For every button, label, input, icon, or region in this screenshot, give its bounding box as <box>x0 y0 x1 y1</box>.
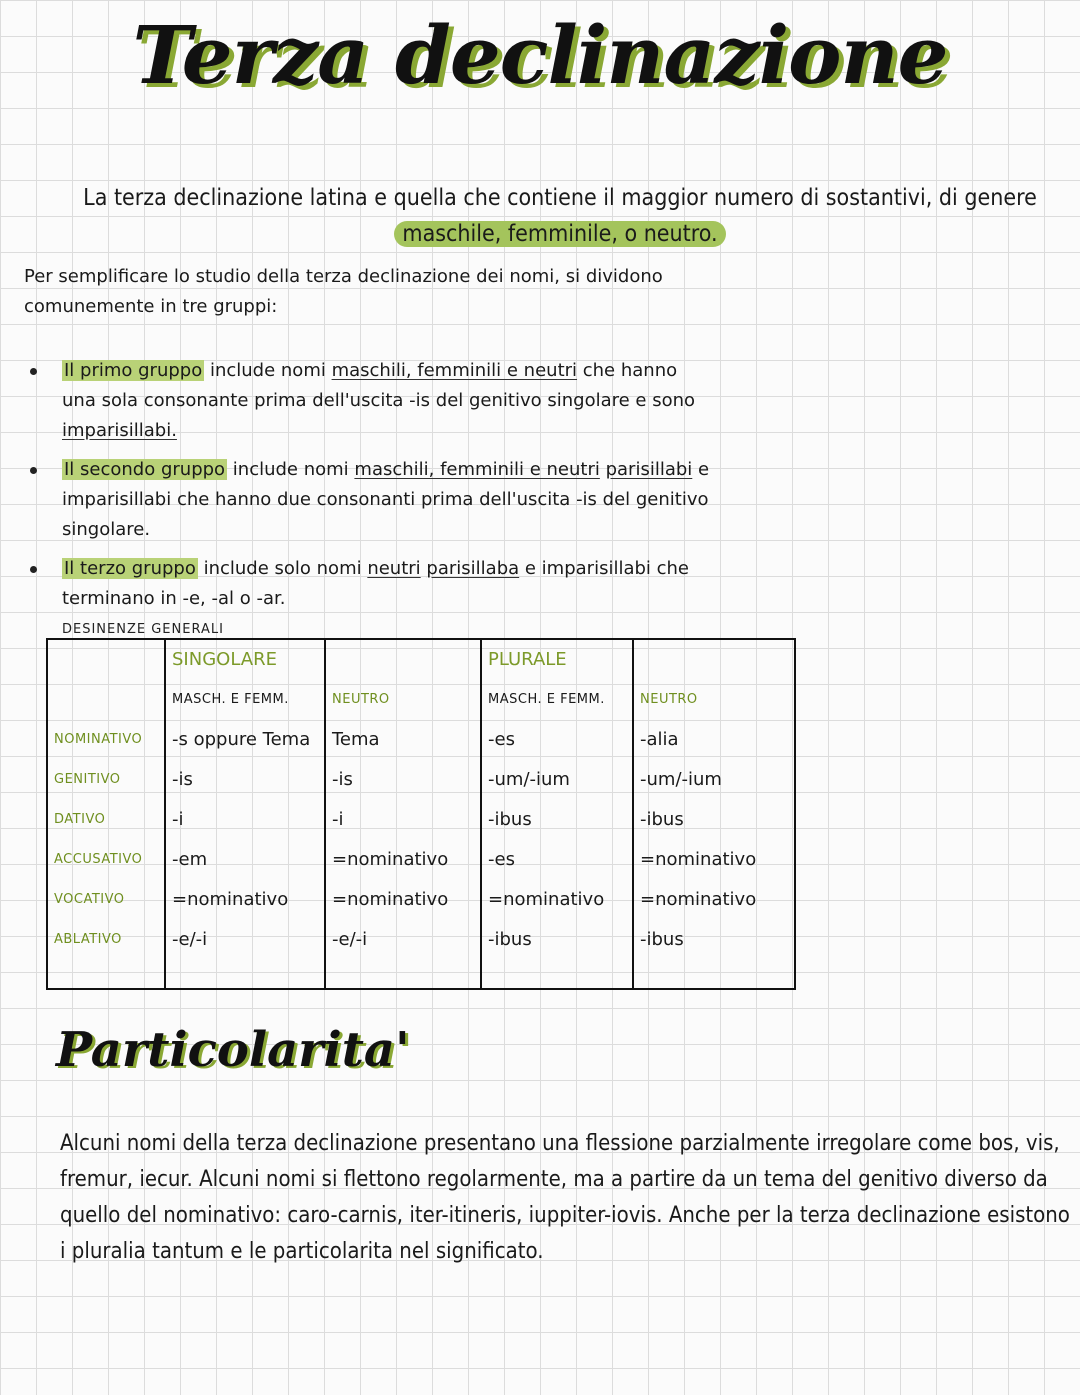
table-cell: -es <box>481 839 633 879</box>
table-cell: -e/-i <box>325 919 481 959</box>
group-text: include nomi <box>204 360 332 381</box>
header-empty <box>633 639 795 679</box>
table-cell: -i <box>165 799 325 839</box>
table-row <box>47 759 795 799</box>
table-row <box>47 879 795 919</box>
list-item <box>30 554 710 614</box>
group-lead: Il secondo gruppo <box>64 459 226 480</box>
table-header-row <box>47 639 795 679</box>
table-filler-row <box>47 959 795 989</box>
table-cell: -i <box>325 799 481 839</box>
group-text: e imparisillabi che hanno due consonanti prima dell'uscita -is del genitivo singolare. <box>62 459 710 540</box>
case-label: ABLATIVO <box>54 931 122 947</box>
singular-label: SINGOLARE <box>165 639 325 679</box>
table-row <box>47 799 795 839</box>
declension-table <box>46 638 796 990</box>
intro-highlight: maschile, femminile, o neutro. <box>394 221 725 247</box>
group-underline: maschili, femminili e neutri <box>354 459 600 480</box>
group-underline: parisillaba <box>426 558 520 579</box>
page-title: Terza declinazione <box>132 8 948 102</box>
particolarita-paragraph: Alcuni nomi della terza declinazione presentano una flessione parzialmente irregolare come bos, vis, fremur, iecur. Alcuni nomi si flettono regolarmente, ma a partire da un tema del genitivo diverso da quello del nominativo: caro-carnis, iter-itineris, iuppiter-iovis. Anche per la terza declinazione esistono i pluralia tantum e le particolarita nel significato. <box>60 1131 1070 1264</box>
case-label: DATIVO <box>54 811 106 827</box>
groups-list <box>30 356 710 623</box>
table-cell: -alia <box>633 719 795 759</box>
group-lead: Il terzo gruppo <box>64 558 196 579</box>
intro-text: La terza declinazione latina e quella che contiene il maggior numero di sostantivi, di genere <box>83 185 1037 211</box>
group-text: e imparisillabi che terminano in -e, -al o -ar. <box>62 558 690 609</box>
table-cell: -um/-ium <box>481 759 633 799</box>
case-label: GENITIVO <box>54 771 121 787</box>
table-cell: =nominativo <box>325 839 481 879</box>
header-empty <box>47 679 165 719</box>
subheader-cell: MASCH. E FEMM. <box>481 679 633 719</box>
header-empty <box>47 639 165 679</box>
table-cell: -ibus <box>633 799 795 839</box>
table-row <box>47 719 795 759</box>
table-row <box>47 919 795 959</box>
section-title-particolarita: Particolarita' <box>56 1022 410 1078</box>
group-underline: maschili, femminili e neutri <box>331 360 578 381</box>
case-label: ACCUSATIVO <box>54 851 143 867</box>
plural-label: PLURALE <box>481 639 633 679</box>
table-cell: =nominativo <box>633 879 795 919</box>
table-cell: =nominativo <box>633 839 795 879</box>
list-item <box>30 455 710 545</box>
table-cell: -e/-i <box>165 919 325 959</box>
group-text: include nomi <box>227 459 355 480</box>
table-cell: -ibus <box>481 799 633 839</box>
subheader-cell: MASCH. E FEMM. <box>165 679 325 719</box>
case-label: NOMINATIVO <box>54 731 143 747</box>
table-cell: =nominativo <box>325 879 481 919</box>
subheader-cell: NEUTRO <box>325 679 481 719</box>
table-cell: -em <box>165 839 325 879</box>
group-lead: Il primo gruppo <box>64 360 203 381</box>
table-subheader-row <box>47 679 795 719</box>
table-cell: -is <box>325 759 481 799</box>
intro-paragraph <box>80 180 1040 252</box>
table-cell: -is <box>165 759 325 799</box>
table-caption: DESINENZE GENERALI <box>62 622 224 637</box>
list-item <box>30 356 710 446</box>
group-underline: imparisillabi. <box>62 420 177 441</box>
table-cell: -um/-ium <box>633 759 795 799</box>
table-cell: -s oppure Tema <box>165 719 325 759</box>
case-label: VOCATIVO <box>54 891 125 907</box>
group-text: include solo nomi <box>197 558 368 579</box>
table-cell: =nominativo <box>165 879 325 919</box>
table-cell: -ibus <box>633 919 795 959</box>
pre-list-text: Per semplificare lo studio della terza declinazione dei nomi, si dividono comunemente in tre gruppi: <box>24 266 663 317</box>
table-cell: =nominativo <box>481 879 633 919</box>
subheader-cell: NEUTRO <box>633 679 795 719</box>
table-row <box>47 839 795 879</box>
table-cell: -ibus <box>481 919 633 959</box>
group-underline: neutri <box>367 558 421 579</box>
table-cell: -es <box>481 719 633 759</box>
header-empty <box>325 639 481 679</box>
group-underline: parisillabi <box>605 459 693 480</box>
group-text: che hanno una sola consonante prima dell'uscita -is del genitivo singolare e sono <box>62 360 696 411</box>
table-cell: Tema <box>325 719 481 759</box>
